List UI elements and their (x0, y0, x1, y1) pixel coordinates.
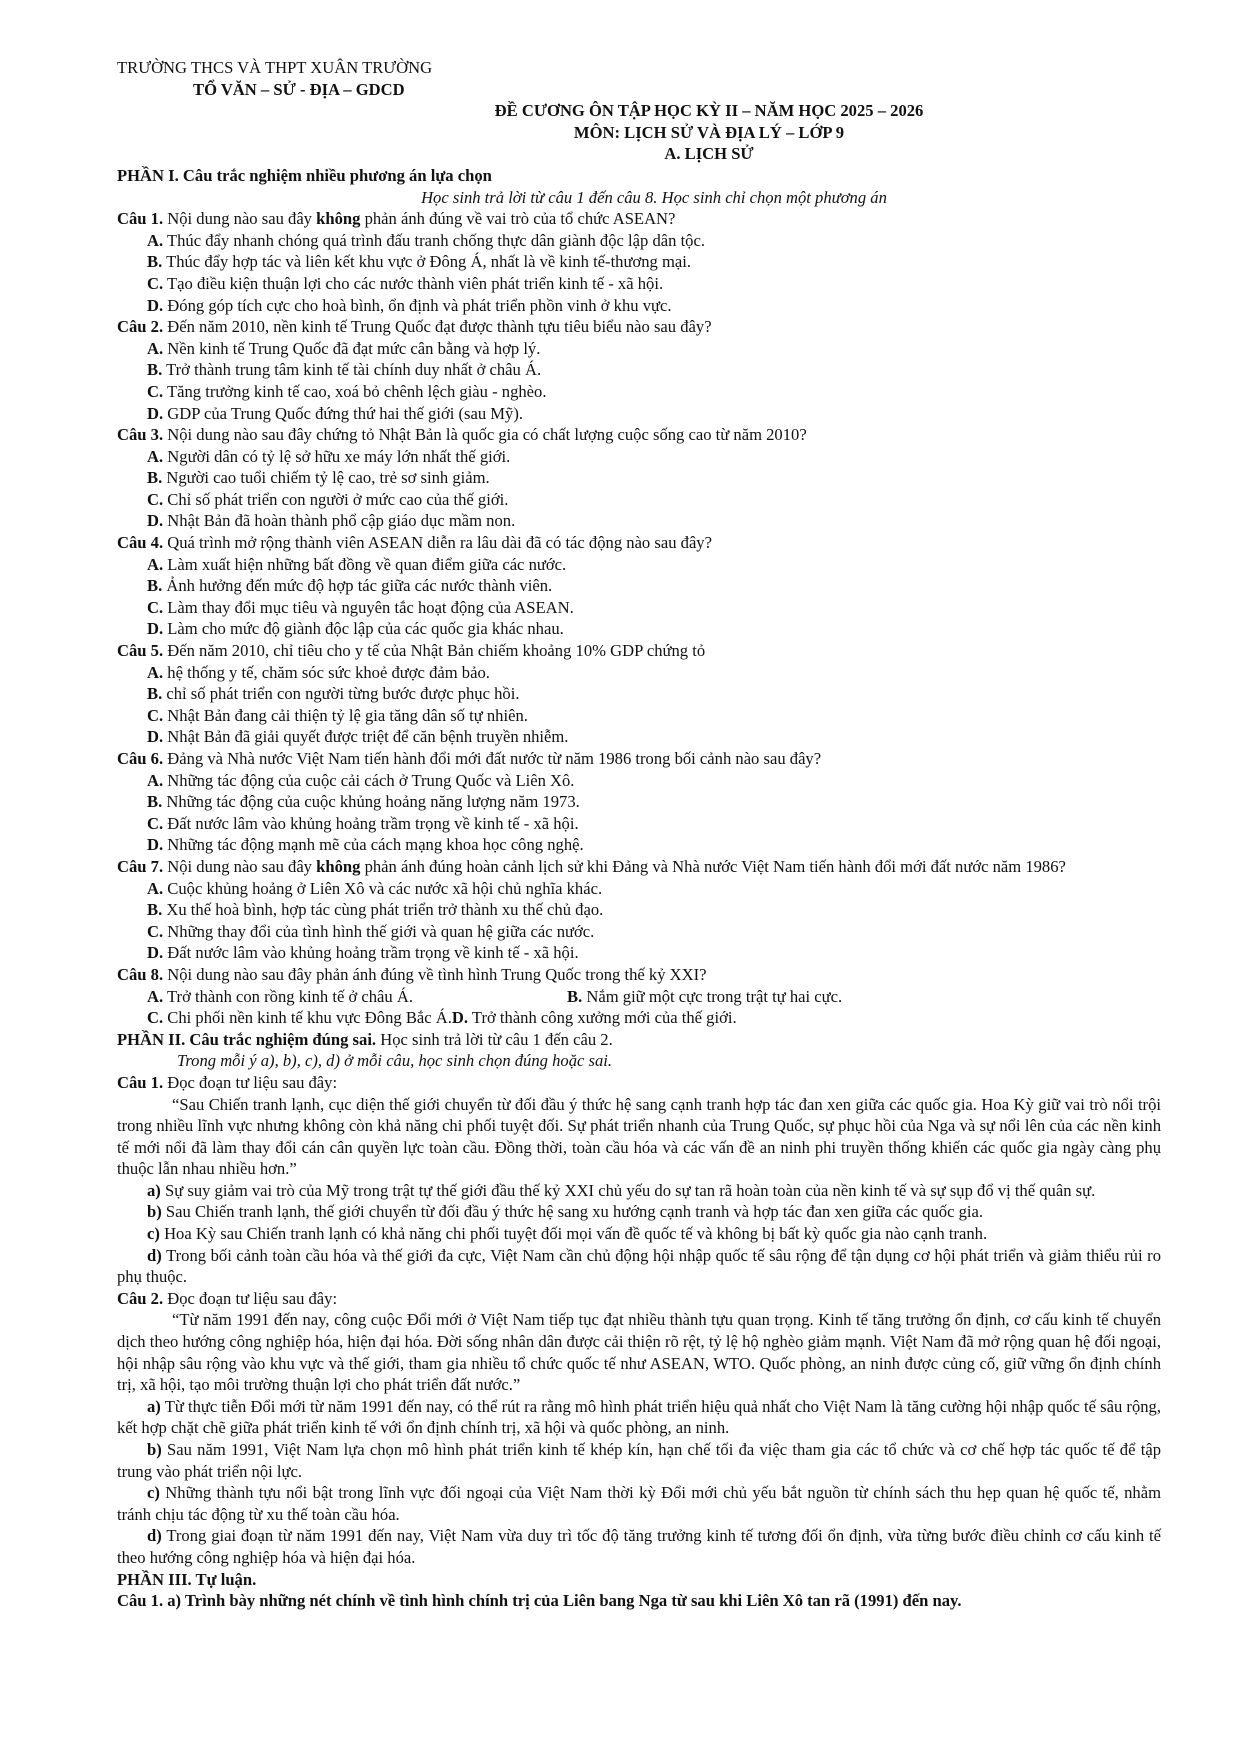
subject-line: MÔN: LỊCH SỬ VÀ ĐỊA LÝ – LỚP 9 (573, 122, 845, 142)
document-title: ĐỀ CƯƠNG ÔN TẬP HỌC KỲ II – NĂM HỌC 2025 – 2026 (494, 101, 924, 121)
statement-a: a) Sự suy giảm vai trò của Mỹ trong trật tự thế giới đầu thế kỷ XXI chủ yếu do sự tan rã hoàn toàn của nền kinh tế và sự sụp đổ vị thế quân sự. (147, 1180, 1096, 1200)
option-a: A. Trở thành con rồng kinh tế ở châu Á. (147, 986, 413, 1006)
option-d: D. Những tác động mạnh mẽ của cách mạng khoa học công nghệ. (147, 835, 584, 855)
essay-question-1: Câu 1. a) Trình bày những nét chính về tình hình chính trị của Liên bang Nga từ sau khi Liên Xô tan rã (1991) đến nay. (117, 1591, 962, 1611)
options-row-cd: C. Chi phối nền kinh tế khu vực Đông Bắc Á.D. Trở thành công xưởng mới của thế giới. (147, 1008, 737, 1028)
option-d: D. Nhật Bản đã hoàn thành phổ cập giáo dục mầm non. (147, 511, 516, 531)
option-b: B. Ảnh hưởng đến mức độ hợp tác giữa các nước thành viên. (147, 576, 553, 596)
tf-question-1: Câu 1. Đọc đoạn tư liệu sau đây: (117, 1072, 338, 1092)
part3-title: PHẦN III. Tự luận. (117, 1569, 257, 1589)
option-a: A. Những tác động của cuộc cải cách ở Trung Quốc và Liên Xô. (147, 770, 575, 790)
option-c: C. Nhật Bản đang cải thiện tỷ lệ gia tăng dân số tự nhiên. (147, 705, 528, 725)
question-8: Câu 8. Nội dung nào sau đây phản ánh đúng về tình hình Trung Quốc trong thế kỷ XXI? (117, 964, 707, 984)
option-a: A. hệ thống y tế, chăm sóc sức khoẻ được đảm bảo. (147, 662, 490, 682)
question-3: Câu 3. Nội dung nào sau đây chứng tỏ Nhật Bản là quốc gia có chất lượng cuộc sống cao từ năm 2010? (117, 425, 807, 445)
statement-b: b) Sau năm 1991, Việt Nam lựa chọn mô hình phát triển kinh tế khép kín, hạn chế tối đa việc tham gia các tổ chức và cơ chế hợp tác quốc tế để tập trung vào phát triển nội lực. (117, 1440, 1161, 1481)
tf-question-2: Câu 2. Đọc đoạn tư liệu sau đây: (117, 1288, 338, 1308)
option-b: B. chỉ số phát triển con người từng bước được phục hồi. (147, 684, 520, 704)
option-a: A. Làm xuất hiện những bất đồng về quan điểm giữa các nước. (147, 554, 567, 574)
option-c: C. Làm thay đổi mục tiêu và nguyên tắc hoạt động của ASEAN. (147, 597, 574, 617)
part2-title: PHẦN II. Câu trắc nghiệm đúng sai. Học sinh trả lời từ câu 1 đến câu 2. (117, 1029, 613, 1049)
part2-instruction: Trong mỗi ý a), b), c), d) ở mỗi câu, học sinh chọn đúng hoặc sai. (177, 1051, 613, 1071)
statement-b: b) Sau Chiến tranh lạnh, thế giới chuyển từ đối đầu ý thức hệ sang xu hướng cạnh tranh và hợp tác đan xen giữa các quốc gia. (147, 1202, 984, 1222)
option-c: C. Tăng trưởng kinh tế cao, xoá bỏ chênh lệch giàu - nghèo. (147, 381, 547, 401)
option-b: B. Thúc đẩy hợp tác và liên kết khu vực ở Đông Á, nhất là về kinh tế-thương mại. (147, 252, 692, 272)
part1-instruction: Học sinh trả lời từ câu 1 đến câu 8. Học sinh chỉ chọn một phương án (421, 187, 887, 207)
statement-d: d) Trong giai đoạn từ năm 1991 đến nay, Việt Nam vừa duy trì tốc độ tăng trưởng kinh tế tương đối ổn định, vừa từng bước điều chỉnh cơ cấu kinh tế theo hướng công nghiệp hóa và hiện đại hóa. (117, 1526, 1161, 1567)
option-b: B. Những tác động của cuộc khủng hoảng năng lượng năm 1973. (147, 792, 580, 812)
option-c: C. Đất nước lâm vào khủng hoảng trầm trọng về kinh tế - xã hội. (147, 813, 579, 833)
passage-2: “Từ năm 1991 đến nay, công cuộc Đổi mới ở Việt Nam tiếp tục đạt nhiều thành tựu quan trọng. Kinh tế tăng trưởng ổn định, cơ cấu kinh tế chuyển dịch theo hướng công nghiệp hóa, hiện đại hóa. Đời sống nhân dân được cải thiện rõ rệt, tỷ lệ hộ nghèo giảm mạnh. Việt Nam đã mở rộng quan hệ đối ngoại, hội nhập sâu rộng vào khu vực và thế giới, tham gia nhiều tổ chức quốc tế như ASEAN, WTO. Quốc phòng, an ninh được củng cố, giữ vững ổn định chính trị, xã hội, tạo môi trường thuận lợi cho phát triển đất nước.” (117, 1310, 1161, 1395)
statement-a: a) Từ thực tiễn Đổi mới từ năm 1991 đến nay, có thể rút ra rằng mô hình phát triển hiệu quả nhất cho Việt Nam là tăng cường hội nhập quốc tế sâu rộng, kết hợp chặt chẽ giữa phát triển kinh tế với ổn định chính trị, xã hội và quốc phòng, an ninh. (117, 1396, 1161, 1438)
option-a: A. Nền kinh tế Trung Quốc đã đạt mức cân bằng và hợp lý. (147, 338, 541, 358)
question-7: Câu 7. Nội dung nào sau đây không phản ánh đúng hoàn cảnh lịch sử khi Đảng và Nhà nước Việt Nam tiến hành đổi mới đất nước năm 1986? (117, 856, 1066, 876)
option-b: B. Người cao tuổi chiếm tỷ lệ cao, trẻ sơ sinh giảm. (147, 468, 490, 488)
section-title: A. LỊCH SỬ (664, 144, 754, 164)
option-b: B. Trở thành trung tâm kinh tế tài chính duy nhất ở châu Á. (147, 360, 542, 380)
option-c: C. Những thay đổi của tình hình thế giới và quan hệ giữa các nước. (147, 921, 595, 941)
passage-1: “Sau Chiến tranh lạnh, cục diện thế giới chuyển từ đối đầu ý thức hệ sang cạnh tranh hợp tác đan xen giữa các quốc gia. Hoa Kỳ giữ vai trò nổi trội trong nhiều lĩnh vực nhưng không còn khả năng chi phối tuyệt đối. Sự phát triển nhanh của Trung Quốc, sự phục hồi của Nga và sự nổi lên của các nền kinh tế mới nổi đã làm thay đổi cán cân quyền lực toàn cầu. Đồng thời, toàn cầu hóa và các vấn đề an ninh phi truyền thống khiến các quốc gia ngày càng phụ thuộc lẫn nhau nhiều hơn.” (117, 1094, 1161, 1179)
question-1: Câu 1. Nội dung nào sau đây không phản ánh đúng về vai trò của tổ chức ASEAN? (117, 209, 676, 229)
option-a: A. Người dân có tỷ lệ sở hữu xe máy lớn nhất thế giới. (147, 446, 511, 466)
option-a: A. Thúc đẩy nhanh chóng quá trình đấu tranh chống thực dân giành độc lập dân tộc. (147, 230, 705, 250)
options-row-ab (117, 986, 1161, 1008)
option-b: B. Xu thế hoà bình, hợp tác cùng phát triển trở thành xu thế chủ đạo. (147, 900, 604, 920)
option-c: C. Tạo điều kiện thuận lợi cho các nước thành viên phát triển kinh tế - xã hội. (147, 273, 664, 293)
department-name: TỔ VĂN – SỬ - ĐỊA – GDCD (193, 79, 405, 99)
option-c: C. Chỉ số phát triển con người ở mức cao của thế giới. (147, 489, 509, 509)
school-name: TRƯỜNG THCS VÀ THPT XUÂN TRƯỜNG (117, 58, 433, 77)
statement-c: c) Những thành tựu nổi bật trong lĩnh vực đối ngoại của Việt Nam thời kỳ Đổi mới chủ yếu bắt nguồn từ chính sách thu hẹp quan hệ quốc tế, nhằm tránh chịu tác động từ xu thế toàn cầu hóa. (117, 1483, 1161, 1524)
option-d: D. Đất nước lâm vào khủng hoảng trầm trọng về kinh tế - xã hội. (147, 943, 579, 963)
option-d: D. GDP của Trung Quốc đứng thứ hai thế giới (sau Mỹ). (147, 403, 523, 423)
question-6: Câu 6. Đảng và Nhà nước Việt Nam tiến hành đổi mới đất nước từ năm 1986 trong bối cảnh nào sau đây? (117, 749, 822, 768)
statement-d: d) Trong bối cảnh toàn cầu hóa và thế giới đa cực, Việt Nam cần chủ động hội nhập quốc tế sâu rộng để tận dụng cơ hội phát triển và giảm thiểu rủi ro phụ thuộc. (117, 1245, 1161, 1287)
option-b: B. Nắm giữ một cực trong trật tự hai cực. (567, 986, 843, 1006)
statement-c: c) Hoa Kỳ sau Chiến tranh lạnh có khả năng chi phối tuyệt đối mọi vấn đề quốc tế và không bị bất kỳ quốc gia nào cạnh tranh. (147, 1224, 988, 1244)
question-5: Câu 5. Đến năm 2010, chỉ tiêu cho y tế của Nhật Bản chiếm khoảng 10% GDP chứng tỏ (117, 641, 706, 661)
question-4: Câu 4. Quá trình mở rộng thành viên ASEAN diễn ra lâu dài đã có tác động nào sau đây? (117, 533, 712, 553)
option-d: D. Đóng góp tích cực cho hoà bình, ổn định và phát triển phồn vinh ở khu vực. (147, 295, 672, 315)
option-d: D. Làm cho mức độ giành độc lập của các quốc gia khác nhau. (147, 619, 564, 639)
option-d: D. Nhật Bản đã giải quyết được triệt để căn bệnh truyền nhiễm. (147, 727, 569, 747)
question-2: Câu 2. Đến năm 2010, nền kinh tế Trung Quốc đạt được thành tựu tiêu biểu nào sau đây? (117, 317, 712, 337)
option-a: A. Cuộc khủng hoảng ở Liên Xô và các nước xã hội chủ nghĩa khác. (147, 878, 603, 898)
part1-title: PHẦN I. Câu trắc nghiệm nhiều phương án lựa chọn (117, 165, 492, 185)
